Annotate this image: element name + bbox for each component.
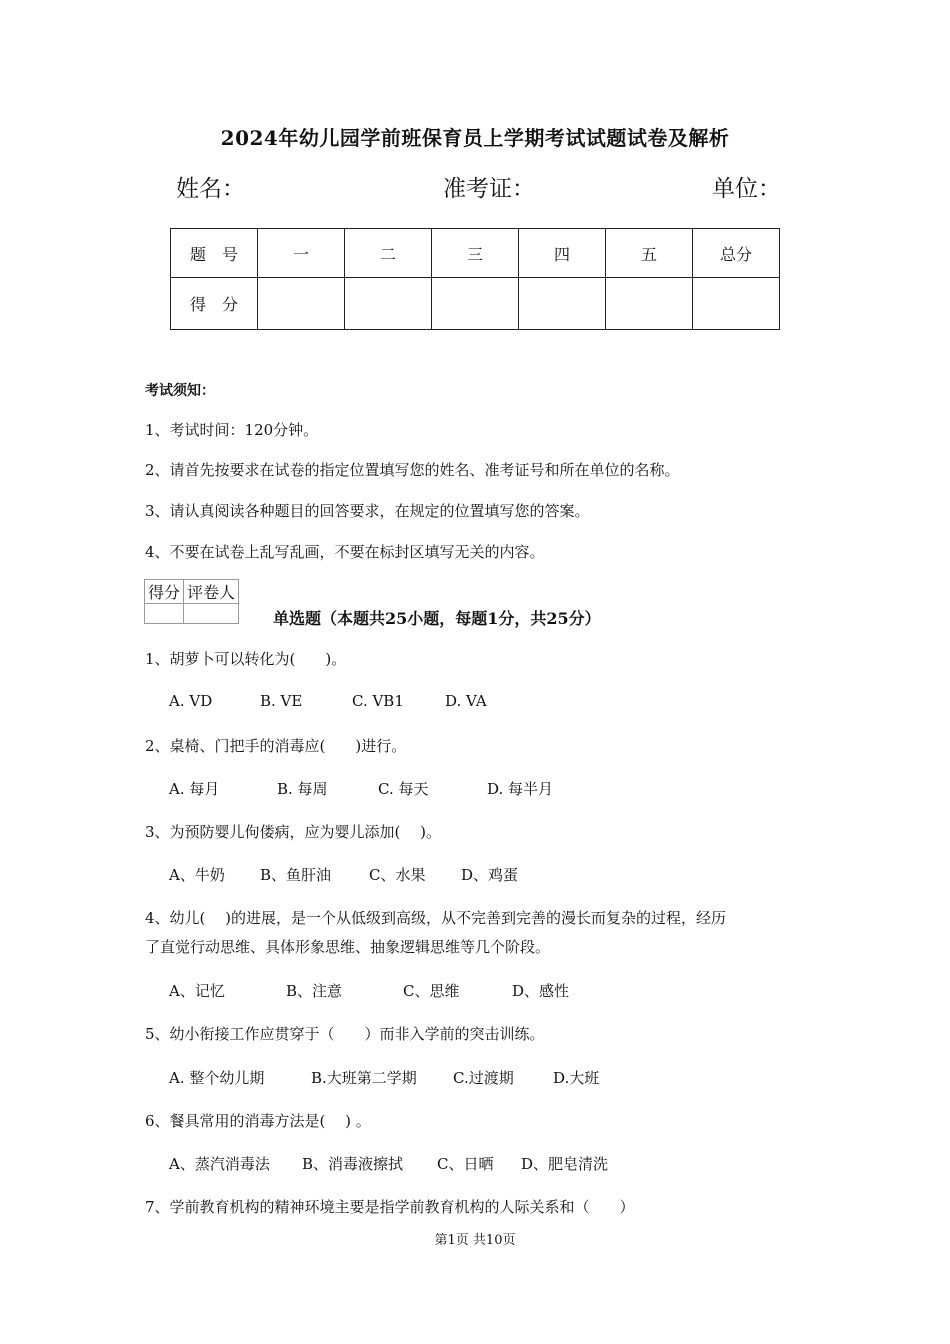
option[interactable]: B. VE bbox=[260, 692, 303, 710]
question-text: 5、幼小衔接工作应贯穿于（ ）而非入学前的突击训练。 bbox=[145, 1025, 545, 1043]
option[interactable]: C、思维 bbox=[403, 982, 460, 1000]
question-text-continued: 了直觉行动思维、具体形象思维、抽象逻辑思维等几个阶段。 bbox=[145, 938, 551, 956]
exam-id-label: 准考证： bbox=[443, 176, 535, 202]
option[interactable]: B、鱼肝油 bbox=[260, 866, 332, 884]
option[interactable]: D、肥皂清洗 bbox=[521, 1155, 609, 1173]
score-table bbox=[170, 228, 780, 330]
notice-item: 4、不要在试卷上乱写乱画，不要在标封区填写无关的内容。 bbox=[145, 543, 545, 561]
score-cell[interactable] bbox=[432, 278, 519, 330]
page-footer: 第1页 共10页 bbox=[434, 1233, 516, 1248]
score-table-header-cell: 五 bbox=[606, 229, 693, 278]
question-text: 7、学前教育机构的精神环境主要是指学前教育机构的人际关系和（ ） bbox=[145, 1198, 635, 1216]
option[interactable]: C.过渡期 bbox=[453, 1069, 514, 1087]
score-table-header-row bbox=[171, 229, 780, 278]
notice-item: 2、请首先按要求在试卷的指定位置填写您的姓名、准考证号和所在单位的名称。 bbox=[145, 461, 680, 479]
option[interactable]: A. 每月 bbox=[169, 780, 220, 798]
score-table-header-cell: 四 bbox=[519, 229, 606, 278]
option[interactable]: B、消毒液擦拭 bbox=[302, 1155, 404, 1173]
option[interactable]: B.大班第二学期 bbox=[311, 1069, 417, 1087]
question-text: 4、幼儿( )的进展，是一个从低级到高级，从不完善到完善的漫长而复杂的过程，经历 bbox=[145, 909, 727, 927]
option[interactable]: A. VD bbox=[169, 692, 213, 710]
score-cell[interactable] bbox=[693, 278, 780, 330]
notice-item: 3、请认真阅读各种题目的回答要求，在规定的位置填写您的答案。 bbox=[145, 502, 590, 520]
question-text: 1、胡萝卜可以转化为( )。 bbox=[145, 650, 347, 668]
option[interactable]: D、感性 bbox=[512, 982, 570, 1000]
name-label: 姓名： bbox=[176, 176, 245, 202]
score-table-header-cell: 一 bbox=[258, 229, 345, 278]
unit-label: 单位： bbox=[712, 176, 781, 202]
grader-score-cell[interactable] bbox=[145, 604, 184, 624]
option[interactable]: C、日晒 bbox=[437, 1155, 494, 1173]
score-cell[interactable] bbox=[345, 278, 432, 330]
option[interactable]: D.大班 bbox=[553, 1069, 600, 1087]
score-table-score-row bbox=[171, 278, 780, 330]
score-row-label: 得 分 bbox=[171, 278, 258, 330]
option[interactable]: B、注意 bbox=[286, 982, 343, 1000]
option[interactable]: C. VB1 bbox=[352, 692, 404, 710]
option[interactable]: B. 每周 bbox=[277, 780, 328, 798]
grader-score-label: 得分 bbox=[145, 580, 184, 604]
grader-reviewer-label: 评卷人 bbox=[184, 580, 239, 604]
question-text: 3、为预防婴儿佝偻病，应为婴儿添加( )。 bbox=[145, 823, 442, 841]
page-title: 2024年幼儿园学前班保育员上学期考试试题试卷及解析 bbox=[220, 126, 730, 150]
option[interactable]: D. VA bbox=[445, 692, 487, 710]
option[interactable]: D. 每半月 bbox=[487, 780, 554, 798]
score-table-header-cell: 题 号 bbox=[171, 229, 258, 278]
question-text: 6、餐具常用的消毒方法是( ) 。 bbox=[145, 1112, 371, 1130]
option[interactable]: A、牛奶 bbox=[169, 866, 225, 884]
notice-heading: 考试须知： bbox=[145, 383, 215, 399]
option[interactable]: C、水果 bbox=[369, 866, 426, 884]
score-cell[interactable] bbox=[519, 278, 606, 330]
option[interactable]: A、蒸汽消毒法 bbox=[169, 1155, 270, 1173]
score-table-header-cell: 三 bbox=[432, 229, 519, 278]
score-table-header-cell: 二 bbox=[345, 229, 432, 278]
score-cell[interactable] bbox=[258, 278, 345, 330]
notice-item: 1、考试时间：120分钟。 bbox=[145, 421, 319, 439]
question-text: 2、桌椅、门把手的消毒应( )进行。 bbox=[145, 737, 407, 755]
section-title: 单选题（本题共25小题，每题1分，共25分） bbox=[273, 609, 601, 628]
grader-reviewer-cell[interactable] bbox=[184, 604, 239, 624]
score-table-header-cell: 总分 bbox=[693, 229, 780, 278]
option[interactable]: C. 每天 bbox=[378, 780, 429, 798]
grader-table bbox=[144, 579, 239, 624]
option[interactable]: D、鸡蛋 bbox=[461, 866, 519, 884]
option[interactable]: A、记忆 bbox=[169, 982, 225, 1000]
score-cell[interactable] bbox=[606, 278, 693, 330]
option[interactable]: A. 整个幼儿期 bbox=[169, 1069, 265, 1087]
